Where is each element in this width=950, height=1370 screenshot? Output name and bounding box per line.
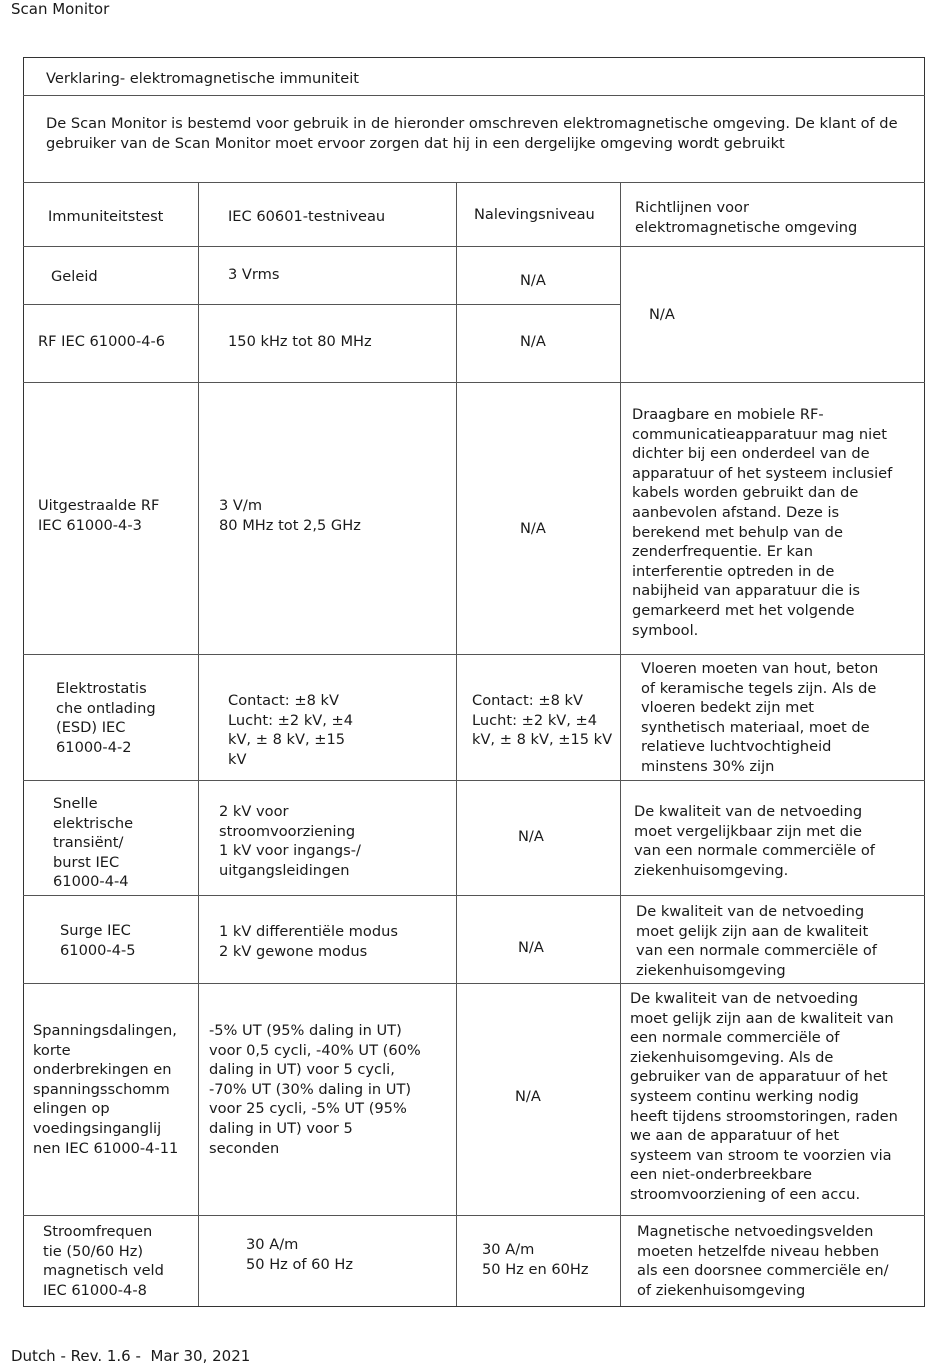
row-conducted-compliance-b: N/A	[520, 333, 546, 350]
row-radiated-test: Uitgestraalde RF IEC 61000-4-3	[38, 497, 160, 534]
page-footer: Dutch - Rev. 1.6 - Mar 30, 2021	[11, 1347, 251, 1365]
divider	[23, 983, 925, 984]
page-header: Scan Monitor	[11, 0, 110, 18]
divider	[23, 182, 925, 183]
row-conducted-test-a: Geleid	[51, 268, 98, 285]
divider	[456, 182, 457, 1306]
header-guidance: Richtlijnen voor elektromagnetische omgeving	[635, 199, 858, 236]
row-burst-test: Snelle elektrische transiënt/ burst IEC 61000-4-4	[53, 795, 134, 891]
divider	[23, 895, 925, 896]
divider	[23, 1215, 925, 1216]
divider	[23, 95, 925, 96]
row-dips-compliance: N/A	[515, 1088, 541, 1105]
row-radiated-level: 3 V/m 80 MHz tot 2,5 GHz	[219, 497, 361, 534]
divider	[23, 780, 925, 781]
row-surge-test: Surge IEC 61000-4-5	[60, 922, 136, 959]
row-burst-level: 2 kV voor stroomvoorziening 1 kV voor ingangs-/ uitgangsleidingen	[219, 803, 361, 879]
row-radiated-compliance: N/A	[520, 520, 546, 537]
divider	[23, 382, 925, 383]
divider	[198, 182, 199, 1306]
row-conducted-test-b: RF IEC 61000-4-6	[38, 333, 166, 350]
row-magnetic-compliance: 30 A/m 50 Hz en 60Hz	[482, 1241, 589, 1278]
row-surge-guidance: De kwaliteit van de netvoeding moet gelijk zijn aan de kwaliteit van een normale commerciële of ziekenhuisomgeving	[636, 903, 877, 979]
row-esd-guidance: Vloeren moeten van hout, beton of keramische tegels zijn. Als de vloeren bedekt zijn met synthetisch materiaal, moet de relatieve luchtvochtigheid minstens 30% zijn	[641, 660, 879, 775]
row-dips-test: Spanningsdalingen, korte onderbrekingen en spanningsschomm elingen op voedingsinganglij nen IEC 61000-4-11	[33, 1022, 179, 1157]
row-burst-guidance: De kwaliteit van de netvoeding moet vergelijkbaar zijn met die van een normale commerciële of ziekenhuisomgeving.	[634, 803, 875, 879]
row-surge-level: 1 kV differentiële modus 2 kV gewone modus	[219, 923, 398, 960]
row-esd-level: Contact: ±8 kV Lucht: ±2 kV, ±4 kV, ± 8 kV, ±15 kV	[228, 692, 354, 768]
row-magnetic-guidance: Magnetische netvoedingsvelden moeten hetzelfde niveau hebben als een doorsnee commerciële en/ of ziekenhuisomgeving	[637, 1223, 889, 1299]
row-radiated-guidance: Draagbare en mobiele RF- communicatieapparatuur mag niet dichter bij een onderdeel van de apparatuur of het systeem inclusief kabels worden gebruikt dan de aanbevolen afstand. Deze is berekend met behulp van de zenderfrequentie. Er kan interferentie optreden in de nabijheid van apparatuur die is gemarkeerd met het volgende symbool.	[632, 406, 893, 639]
header-level: IEC 60601-testniveau	[228, 208, 386, 225]
divider	[23, 246, 925, 247]
divider	[23, 654, 925, 655]
divider	[620, 182, 621, 1306]
table-title: Verklaring- elektromagnetische immuniteit	[46, 70, 359, 87]
row-dips-level: -5% UT (95% daling in UT) voor 0,5 cycli, -40% UT (60% daling in UT) voor 5 cycli, -70% UT (30% daling in UT) voor 25 cycli, -5% UT (95% daling in UT) voor 5 seconden	[209, 1022, 421, 1157]
row-conducted-compliance-a: N/A	[520, 272, 546, 289]
divider	[23, 304, 620, 305]
table-intro: De Scan Monitor is bestemd voor gebruik in de hieronder omschreven elektromagnetische omgeving. De klant of de gebruiker van de Scan Monitor moet ervoor zorgen dat hij in een dergelijke omgeving wordt gebruikt	[46, 115, 898, 152]
header-compliance: Nalevingsniveau	[474, 206, 595, 223]
row-burst-compliance: N/A	[518, 828, 544, 845]
row-conducted-level-a: 3 Vrms	[228, 266, 280, 283]
row-surge-compliance: N/A	[518, 939, 544, 956]
row-conducted-guidance: N/A	[649, 306, 675, 323]
row-magnetic-level: 30 A/m 50 Hz of 60 Hz	[246, 1236, 354, 1273]
row-dips-guidance: De kwaliteit van de netvoeding moet gelijk zijn aan de kwaliteit van een normale commerciële of ziekenhuisomgeving. Als de gebruiker van de apparatuur of het systeem continu werking nodig heeft tijdens stroomstoringen, raden we aan de apparatuur of het systeem van stroom te voorzien via een niet-onderbreekbare stroomvoorziening of een accu.	[630, 990, 898, 1203]
row-esd-compliance: Contact: ±8 kV Lucht: ±2 kV, ±4 kV, ± 8 kV, ±15 kV	[472, 692, 613, 749]
row-magnetic-test: Stroomfrequen tie (50/60 Hz) magnetisch veld IEC 61000-4-8	[43, 1223, 164, 1299]
row-conducted-level-b: 150 kHz tot 80 MHz	[228, 333, 372, 350]
header-test: Immuniteitstest	[48, 208, 164, 225]
row-esd-test: Elektrostatis che ontlading (ESD) IEC 61000-4-2	[56, 680, 156, 756]
